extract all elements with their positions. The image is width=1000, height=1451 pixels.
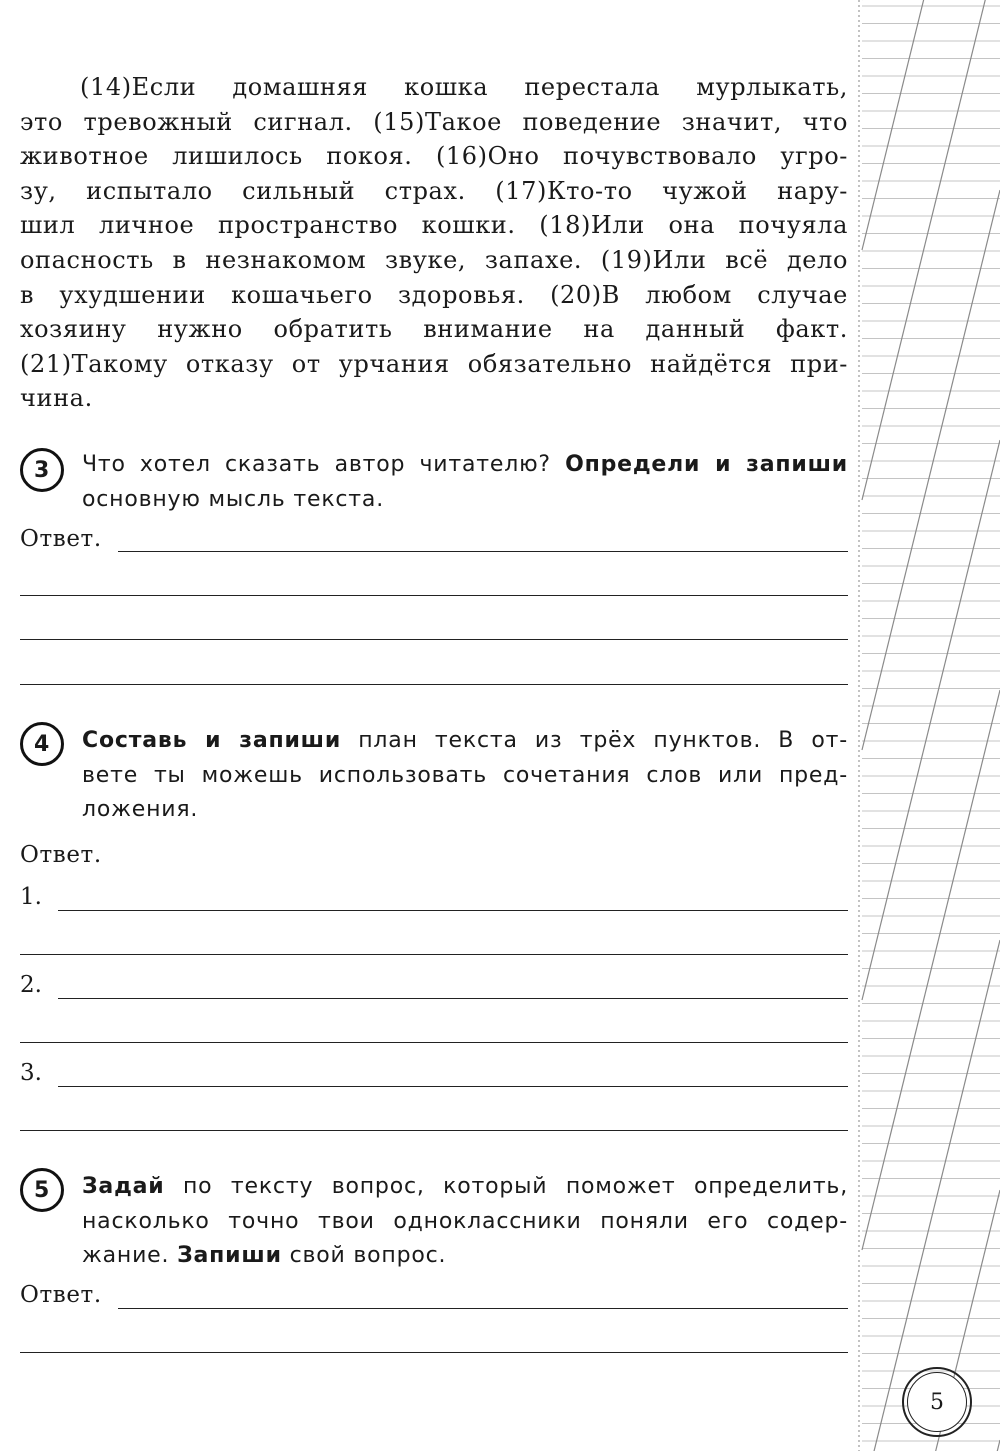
passage-line: (14)Если домашняя кошка перестала мурлыкать, — [80, 73, 848, 101]
task-3-text: Что хотел сказать автор читателю? — [82, 452, 566, 477]
passage-line: животное лишилось покоя. (16)Оно почувствовало угро- — [20, 142, 848, 171]
answer-line[interactable] — [20, 1352, 848, 1353]
answer-line[interactable] — [118, 1308, 848, 1309]
ruled-margin — [858, 0, 1000, 1451]
task-4 — [20, 722, 850, 832]
answer-line[interactable] — [20, 1130, 848, 1131]
answer-label: Ответ. — [20, 1282, 102, 1308]
task-5-instruction: Задай — [82, 1174, 165, 1199]
answer-line[interactable] — [58, 998, 848, 999]
task-3-instruction: Определи и запиши — [565, 452, 848, 477]
task-5-text: свой вопрос. — [281, 1243, 447, 1269]
task-5-text: по тексту вопрос, который поможет определить, — [164, 1174, 848, 1199]
answer-line[interactable] — [118, 551, 848, 552]
task-number-badge: 5 — [20, 1168, 64, 1212]
task-5-text: насколько точно твои одноклассники поняли его содер- — [82, 1208, 848, 1234]
task-5-instruction: Запиши — [177, 1243, 282, 1269]
slant-guide-line — [862, 0, 1000, 500]
task-number-badge: 4 — [20, 722, 64, 766]
ruled-margin-graphic — [858, 0, 1000, 1451]
answer-line[interactable] — [20, 954, 848, 955]
passage-line: в ухудшении кошачьего здоровья. (20)В любом случае — [20, 280, 848, 309]
task-5-prompt — [82, 1170, 848, 1274]
plan-item-number: 3. — [20, 1060, 42, 1086]
task-3 — [20, 448, 850, 528]
task-number-badge: 3 — [20, 448, 64, 492]
slant-guide-line — [862, 0, 1000, 250]
answer-line[interactable] — [20, 684, 848, 685]
task-4-text: план текста из трёх пунктов. В от- — [341, 728, 848, 753]
task-5-text: жание. — [82, 1243, 178, 1269]
answer-line[interactable] — [20, 1042, 848, 1043]
task-4-instruction: Составь и запиши — [82, 728, 342, 753]
task-4-text: ложения. — [82, 797, 199, 823]
plan-item-number: 1. — [20, 884, 42, 910]
answer-line[interactable] — [58, 1086, 848, 1087]
task-3-text: основную мысль текста. — [82, 486, 384, 512]
passage-line: хозяину нужно обратить внимание на данный факт. — [20, 315, 848, 344]
task-3-prompt — [82, 448, 848, 517]
slant-guide-line — [862, 190, 1000, 750]
plan-item-number: 2. — [20, 972, 42, 998]
answer-line[interactable] — [20, 595, 848, 596]
passage-line: (21)Такому отказу от урчания обязательно найдётся при- — [20, 349, 848, 378]
answer-label: Ответ. — [20, 842, 102, 868]
passage-line: зу, испытало сильный страх. (17)Кто-то чужой нару- — [20, 176, 848, 205]
answer-label: Ответ. — [20, 526, 102, 552]
task-5 — [20, 1168, 850, 1278]
passage-line: шил личное пространство кошки. (18)Или она почуяла — [20, 211, 848, 240]
page-number: 5 — [907, 1372, 967, 1432]
passage-line: это тревожный сигнал. (15)Такое поведение значит, что — [20, 107, 848, 136]
answer-line[interactable] — [58, 910, 848, 911]
task-4-prompt — [82, 724, 848, 828]
answer-line[interactable] — [20, 639, 848, 640]
passage-line: чина. — [20, 384, 93, 413]
task-4-text: вете ты можешь использовать сочетания слов или пред- — [82, 762, 848, 788]
reading-passage — [20, 70, 848, 416]
page-number-badge — [902, 1367, 972, 1437]
passage-line: опасность в незнакомом звуке, запахе. (19)Или всё дело — [20, 245, 848, 274]
slant-guide-line — [862, 1440, 1000, 1451]
slant-guide-line — [862, 690, 1000, 1250]
